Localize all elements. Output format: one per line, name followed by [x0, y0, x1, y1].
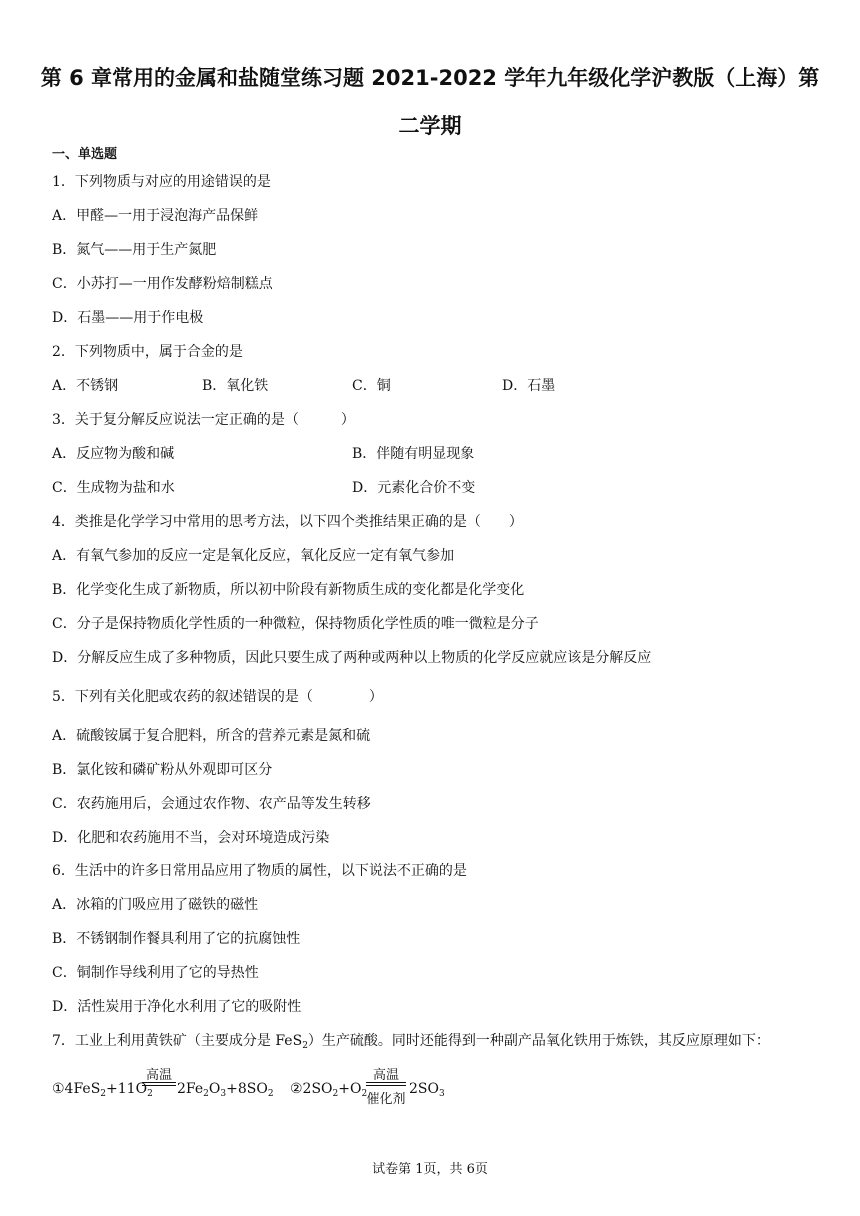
question-4-stem: 4．类推是化学学习中常用的思考方法，以下四个类推结果正确的是（ ） — [52, 514, 523, 530]
question-3-option-a: A．反应物为酸和碱 — [52, 446, 175, 462]
equation-1-products: $2Fe_2O_3+8SO_2$ — [177, 1081, 274, 1099]
equation-2-reactants: $②2SO_2+O_2$ — [290, 1081, 368, 1099]
title-line-2: 二学期 — [398, 114, 462, 138]
question-6-option-c: C．铜制作导线利用了它的导热性 — [52, 965, 259, 981]
question-5-option-c: C．农药施用后，会通过农作物、农产品等发生转移 — [52, 796, 371, 812]
question-3-option-b: B．伴随有明显现象 — [352, 446, 475, 462]
question-4-option-c: C．分子是保持物质化学性质的一种微粒，保持物质化学性质的唯一微粒是分子 — [52, 616, 539, 632]
question-4-option-a: A．有氧气参加的反应一定是氧化反应，氧化反应一定有氧气参加 — [52, 548, 455, 564]
equation-1-condition: 高温 — [142, 1064, 176, 1094]
title-line-1: 第 6 章常用的金属和盐随堂练习题 2021-2022 学年九年级化学沪教版（上海）第 — [40, 66, 820, 90]
equation-2-condition: 高温 催化剂 — [366, 1068, 406, 1107]
question-1-stem: 1．下列物质与对应的用途错误的是 — [52, 174, 271, 190]
question-2-stem: 2．下列物质中，属于合金的是 — [52, 344, 243, 360]
question-6-option-a: A．冰箱的门吸应用了磁铁的磁性 — [52, 897, 259, 913]
question-1-option-d: D．石墨——用于作电极 — [52, 310, 204, 326]
question-7-stem: 7．工业上利用黄铁矿（主要成分是 FeS$_2$）生产硫酸。同时还能得到一种副产品氧化铁用于炼铁，其反应原理如下： — [52, 1033, 770, 1051]
question-6-option-d: D．活性炭用于净化水利用了它的吸附性 — [52, 999, 302, 1015]
question-6-stem: 6．生活中的许多日常用品应用了物质的属性，以下说法不正确的是 — [52, 863, 467, 879]
question-4-option-d: D．分解反应生成了多种物质，因此只要生成了两种或两种以上物质的化学反应就应该是分解反应 — [52, 650, 652, 666]
question-3-stem: 3．关于复分解反应说法一定正确的是（ ） — [52, 412, 355, 428]
question-5-option-d: D．化肥和农药施用不当，会对环境造成污染 — [52, 830, 330, 846]
section-heading: 一、单选题 — [52, 147, 118, 162]
equation-1-reactants: $①4FeS_2+11O_2$ — [52, 1081, 153, 1099]
question-2-option-a: A．不锈钢 — [52, 378, 119, 394]
question-5-option-b: B．氯化铵和磷矿粉从外观即可区分 — [52, 762, 273, 778]
question-5-stem: 5．下列有关化肥或农药的叙述错误的是（ ） — [52, 689, 383, 705]
question-1-option-a: A．甲醛—一用于浸泡海产品保鲜 — [52, 208, 259, 224]
question-1-option-b: B．氮气——用于生产氮肥 — [52, 242, 217, 258]
question-6-option-b: B．不锈钢制作餐具利用了它的抗腐蚀性 — [52, 931, 301, 947]
question-1-option-c: C．小苏打—一用作发酵粉焙制糕点 — [52, 276, 273, 292]
question-2-option-c: C．铜 — [352, 378, 391, 394]
question-5-option-a: A．硫酸铵属于复合肥料，所含的营养元素是氮和硫 — [52, 728, 371, 744]
question-3-option-c: C．生成物为盐和水 — [52, 480, 175, 496]
question-4-option-b: B．化学变化生成了新物质，所以初中阶段有新物质生成的变化都是化学变化 — [52, 582, 525, 598]
question-3-option-d: D．元素化合价不变 — [352, 480, 476, 496]
question-2-option-b: B．氧化铁 — [202, 378, 269, 394]
question-2-option-d: D．石墨 — [502, 378, 556, 394]
page-footer: 试卷第 1页，共 6页 — [372, 1162, 488, 1177]
equation-2-products: $2SO_3$ — [409, 1081, 445, 1099]
